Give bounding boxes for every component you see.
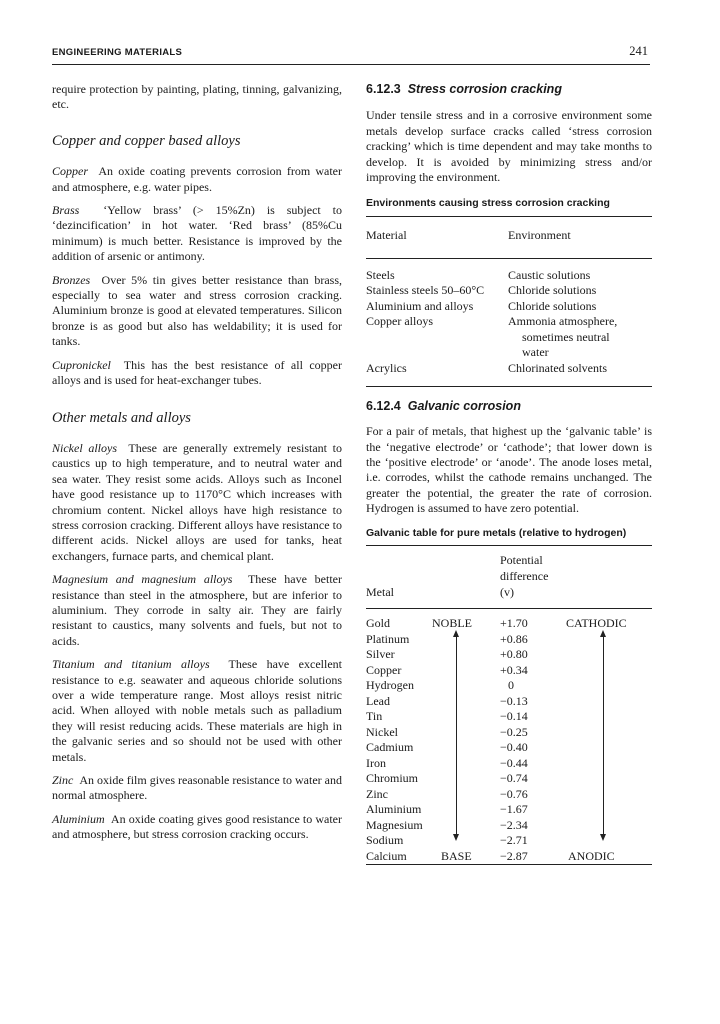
galvanic-potential: −2.71	[500, 833, 528, 848]
galvanic-metal: Tin	[366, 709, 383, 724]
galvanic-metal: Gold	[366, 616, 390, 631]
section-title: Galvanic corrosion	[407, 398, 521, 413]
arrow-down-icon	[600, 834, 606, 841]
galvanic-metal: Nickel	[366, 724, 398, 739]
arrow-line	[603, 636, 604, 834]
para-titanium	[52, 657, 342, 765]
text-magnesium: These have better resistance than steel in the atmosphere, but are inferior to aluminium. They corrode in salty air. They are fairly resistant to caustics, many solvents and fuels, but not to acids.	[52, 572, 343, 648]
arrow-line	[456, 636, 457, 834]
galvanic-metal: Aluminium	[366, 802, 422, 817]
galvanic-potential: +0.80	[500, 647, 528, 662]
galvanic-potential: −0.13	[500, 693, 528, 708]
galvanic-metal: Cadmium	[366, 740, 414, 755]
page-number: 241	[629, 44, 648, 58]
galvanic-metal: Iron	[366, 755, 386, 770]
term-bronzes: Bronzes	[52, 272, 91, 287]
galvanic-header-metal: Metal	[366, 585, 394, 600]
term-brass: Brass	[52, 203, 80, 218]
heading-other-metals: Other metals and alloys	[52, 409, 191, 426]
galvanic-potential: −0.25	[500, 724, 528, 739]
env-material: Copper alloys	[366, 314, 433, 329]
galvanic-metal: Platinum	[366, 631, 410, 646]
env-material: Steels	[366, 267, 395, 282]
section-number: 6.12.4	[366, 398, 401, 413]
section-heading-galvanic	[366, 399, 652, 414]
galvanic-potential: −0.40	[500, 740, 528, 755]
galvanic-potential: −1.67	[500, 802, 528, 817]
para-zinc	[52, 773, 342, 804]
section-number: 6.12.3	[366, 82, 401, 96]
para-cupronickel	[52, 358, 342, 389]
text-brass: ‘Yellow brass’ (> 15%Zn) is subject to ‘dezincification’ in hot water. ‘Red brass’ (85%Cu minimum) is much better. Resistance is improved by the addition of arsenic or antimony.	[52, 203, 342, 264]
galvanic-potential: −0.14	[500, 709, 528, 724]
running-title: ENGINEERING MATERIALS	[52, 47, 183, 58]
galvanic-potential: +1.70	[500, 616, 528, 631]
term-cupronickel: Cupronickel	[52, 357, 111, 372]
galvanic-potential: −2.87	[500, 848, 528, 863]
text-titanium: These have excellent resistance to e.g. seawater and aqueous chloride solutions over a wide temperature range. Most alloys resist nitric acid. When alloyed with noble metals such as palladium they will resist reducing acids. These materials are high in the galvanic series and so should not be used with other metals.	[52, 657, 342, 764]
env-environment: Chlorinated solvents	[508, 360, 607, 375]
galvanic-metal: Silver	[366, 647, 395, 662]
term-copper: Copper	[52, 164, 88, 179]
text-copper: An oxide coating prevents corrosion from water and atmosphere, e.g. water pipes.	[52, 164, 342, 194]
galvanic-metal: Hydrogen	[366, 678, 414, 693]
table-rule	[366, 864, 652, 865]
env-header-material: Material	[366, 227, 407, 242]
env-environment: Chloride solutions	[508, 283, 597, 298]
arrow-down-icon	[453, 834, 459, 841]
galvanic-metal: Lead	[366, 693, 390, 708]
galvanic-potential: −2.34	[500, 817, 528, 832]
galvanic-potential: +0.86	[500, 631, 528, 646]
env-environment: Ammonia atmosphere,	[508, 314, 618, 329]
env-table-header	[366, 217, 652, 258]
galvanic-table-body	[366, 609, 652, 864]
term-zinc: Zinc	[52, 773, 74, 788]
env-environment: sometimes neutral	[522, 329, 610, 344]
para-nickel	[52, 441, 342, 564]
galvanic-potential: −0.76	[500, 786, 528, 801]
galvanic-table-header	[366, 546, 652, 608]
text-bronzes: Over 5% tin gives better resistance than brass, especially to sea water and stress corrosion cracking. Aluminium bronze is good at elevated temperatures. Silicon bronze is as good but also has weldability; it is used for tanks.	[52, 272, 342, 349]
table-rule	[366, 386, 652, 387]
env-environment: water	[522, 345, 549, 360]
env-environment: Chloride solutions	[508, 298, 597, 313]
para-bronzes	[52, 273, 342, 350]
term-titanium: Titanium and titanium alloys	[52, 657, 210, 672]
text-zinc: An oxide film gives reasonable resistance to water and normal atmosphere.	[52, 773, 342, 803]
env-header-environment: Environment	[508, 227, 571, 242]
term-nickel: Nickel alloys	[52, 440, 117, 455]
term-aluminium: Aluminium	[52, 811, 105, 826]
para-brass	[52, 203, 342, 265]
left-column	[52, 82, 342, 843]
text-nickel: These are generally extremely resistant to caustics up to high temperature, and to neutral water and sea water. They resist some acids. Alloys such as Inconel have good resistance up to 1170°C which increases with chromium content. Nickel alloys have high resistance to stress corrosion cracking. Different alloys have resistance to different acids. Nickel alloys are used for tanks, heat exchangers, furnace parts, and chemical plant.	[52, 440, 342, 563]
term-magnesium: Magnesium and magnesium alloys	[52, 572, 233, 587]
galvanic-metal: Magnesium	[366, 817, 423, 832]
galvanic-metal: Chromium	[366, 771, 419, 786]
galvanic-header-potential: Potential	[500, 553, 543, 568]
galvanic-metal: Calcium	[366, 848, 407, 863]
galvanic-header-potential: difference	[500, 569, 549, 584]
label-cathodic: CATHODIC	[566, 616, 627, 631]
env-environment: Caustic solutions	[508, 267, 591, 282]
text-aluminium: An oxide coating gives good resistance to water and atmosphere, but stress corrosion cracking occurs.	[52, 811, 342, 842]
text-cupronickel: This has the best resistance of all copper alloys and is used for heat-exchanger tubes.	[52, 357, 342, 388]
header-rule	[52, 64, 650, 65]
env-material: Stainless steels 50–60°C	[366, 283, 485, 298]
section-heading-stress-corrosion	[366, 82, 652, 97]
para-magnesium	[52, 572, 342, 649]
label-base: BASE	[441, 848, 472, 863]
table-caption-galvanic: Galvanic table for pure metals (relative to hydrogen)	[366, 526, 627, 539]
galvanic-potential: −0.74	[500, 771, 528, 786]
galvanic-potential: 0	[508, 678, 514, 693]
galvanic-potential: −0.44	[500, 755, 528, 770]
label-anodic: ANODIC	[568, 848, 615, 863]
right-column	[366, 82, 652, 865]
env-material: Aluminium and alloys	[366, 298, 474, 313]
galvanic-potential: +0.34	[500, 662, 528, 677]
table-caption-environments: Environments causing stress corrosion cracking	[366, 197, 610, 210]
label-noble: NOBLE	[432, 616, 472, 631]
heading-copper-alloys: Copper and copper based alloys	[52, 132, 241, 149]
para-galvanic: For a pair of metals, that highest up the ‘galvanic table’ is the ‘negative electrode’ or ‘cathode’; that lower down is the ‘positive electrode’ or ‘anode’. The anode loses metal, i.e. corrodes, whilst the cathode remains unchanged. The greater the potential, the greater the rate of corrosion. Hydrogen is assumed to have zero potential.	[366, 424, 652, 516]
para-stress-corrosion: Under tensile stress and in a corrosive environment some metals develop surface cracks called ‘stress corrosion cracking’ which is time dependent and may take months to develop. It is avoided by minimizing stress and/or improving the environment.	[366, 108, 652, 185]
galvanic-header-potential: (v)	[500, 585, 514, 600]
env-table-body	[366, 259, 652, 386]
para-aluminium	[52, 812, 342, 843]
env-material: Acrylics	[366, 360, 407, 375]
section-title: Stress corrosion cracking	[407, 82, 562, 96]
intro-paragraph: require protection by painting, plating, tinning, galvanizing, etc.	[52, 82, 342, 112]
galvanic-metal: Copper	[366, 662, 402, 677]
para-copper	[52, 164, 342, 195]
galvanic-metal: Zinc	[366, 786, 388, 801]
galvanic-metal: Sodium	[366, 833, 404, 848]
